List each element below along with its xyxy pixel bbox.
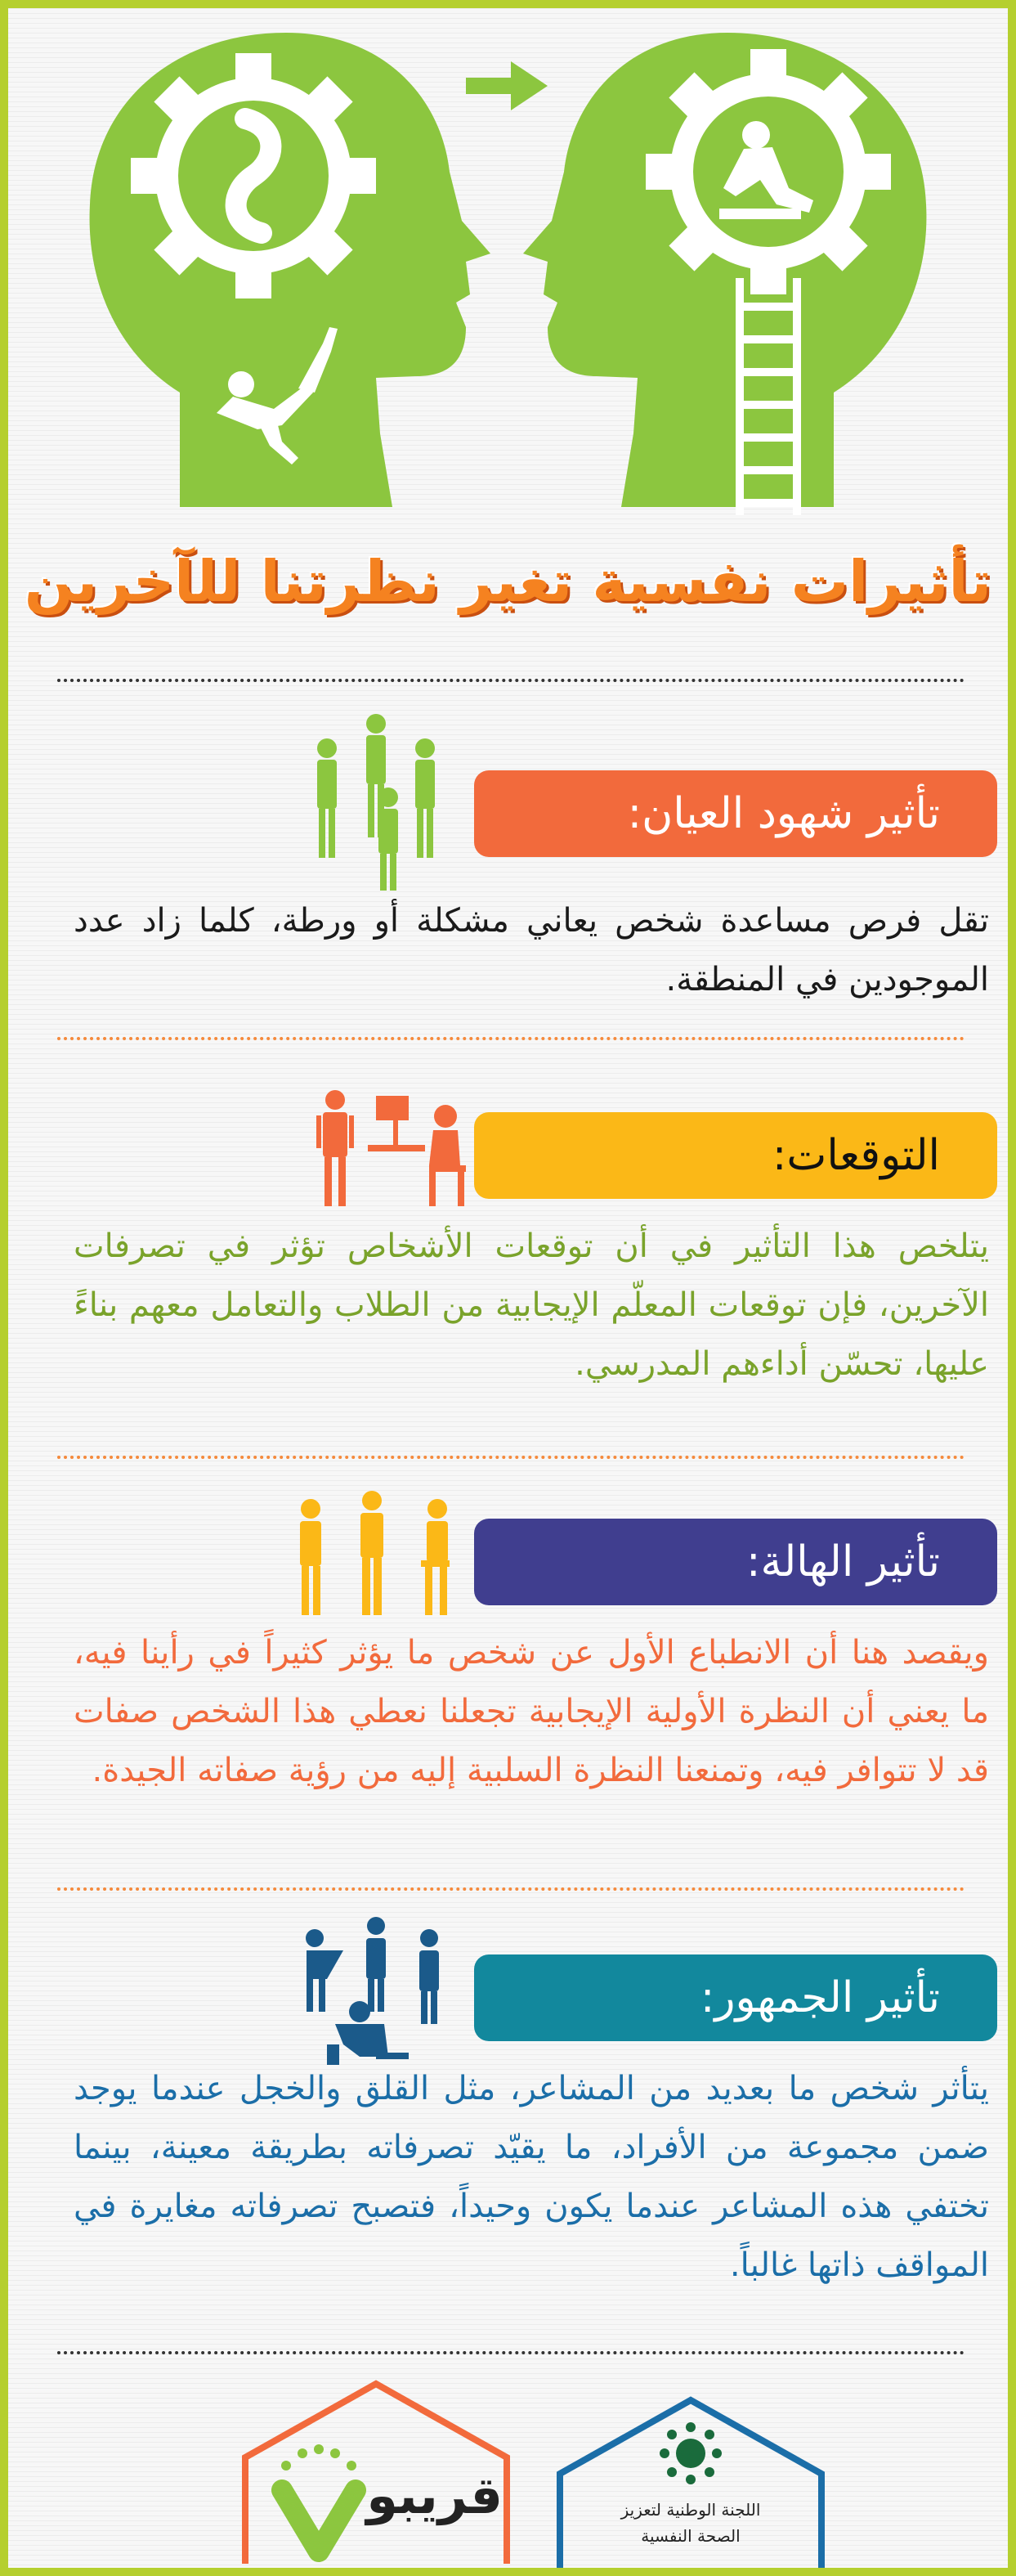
divider (57, 1887, 965, 1891)
heading-expectations: التوقعات: (474, 1112, 997, 1199)
heading-halo: تأثير الهالة: (474, 1519, 997, 1605)
heading-audience: تأثير الجمهور: (474, 1954, 997, 2041)
right-gear-icon (646, 49, 891, 294)
committee-name-line2: الصحة النفسية (641, 2526, 741, 2546)
text-audience: يتأثر شخص ما بعديد من المشاعر، مثل القلق والخجل عندما يوجد ضمن مجموعة من الأفراد، ما يقيّد تصرفاته بطريقة معينة، بينما تختفي هذه المشاعر عندما يكون وحيداً، فتصبح تصرفاته مغايرة في المواقف ذاتها غالباً. (74, 2070, 989, 2284)
crowd-presentation-icon (294, 1914, 458, 2069)
page-title: تأثيرات نفسية تغير نظرتنا للآخرين (24, 548, 992, 615)
committee-name-line1: اللجنة الوطنية لتعزيز (620, 2500, 761, 2520)
people-standing-icon (302, 707, 466, 895)
committee-name (552, 2497, 830, 2549)
divider (57, 679, 965, 682)
divider (57, 1456, 965, 1459)
qaribo-brand-name: قريبو (366, 2466, 503, 2525)
divider (57, 1037, 965, 1040)
hero-illustration (8, 8, 1008, 532)
arrow-icon (466, 61, 548, 110)
divider (57, 2351, 965, 2354)
left-gear-icon (131, 53, 376, 298)
infographic-frame (8, 8, 1008, 2568)
text-expectations: يتلخص هذا التأثير في أن توقعات الأشخاص تؤثر في تصرفات الآخرين، فإن توقعات المعلّم الإيجابية من الطلاب والتعامل معهم بناءً عليها، تحسّن أداءهم المدرسي. (74, 1227, 989, 1383)
heading-bystander: تأثير شهود العيان: (474, 770, 997, 857)
teacher-student-icon (307, 1088, 478, 1210)
text-halo: ويقصد هنا أن الانطباع الأول عن شخص ما يؤثر كثيراً في رأينا فيه، ما يعني أن النظرة الأولية الإيجابية تجعلنا نعطي هذا الشخص صفات قد لا تتوافر فيه، وتمنعنا النظرة السلبية إليه من رؤية صفاته الجيدة. (74, 1634, 989, 1789)
text-bystander: تقل فرص مساعدة شخص يعاني مشكلة أو ورطة، كلما زاد عدد الموجودين في المنطقة. (74, 902, 989, 999)
people-meeting-icon (290, 1488, 462, 1619)
